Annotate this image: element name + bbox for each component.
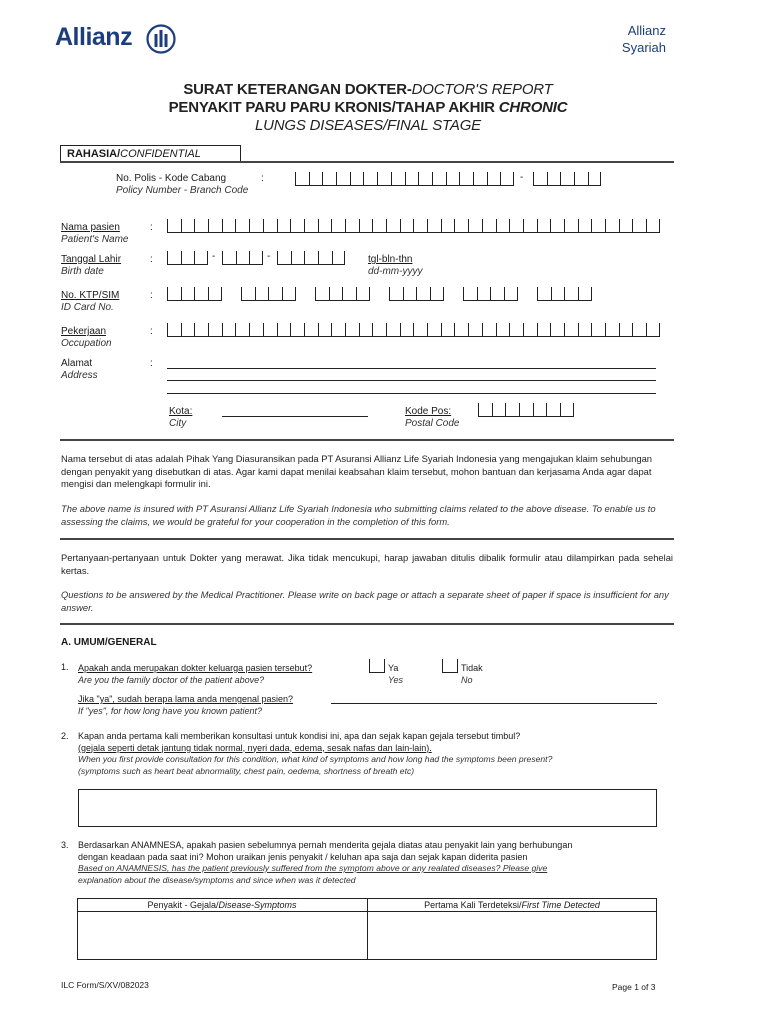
q2-answer-box[interactable] <box>78 789 657 827</box>
title-line2-bold: PENYAKIT PARU PARU KRONIS/TAHAP AKHIR <box>168 99 499 116</box>
yes-label <box>388 662 403 686</box>
ktp-group-2[interactable] <box>241 287 296 301</box>
job-label-text: Pekerjaan <box>61 326 107 337</box>
ktp-label-sub: ID Card No. <box>61 302 114 313</box>
city-label-sub: City <box>169 418 187 429</box>
name-colon: : <box>150 222 153 233</box>
postal-code-field[interactable] <box>478 403 574 417</box>
ktp-group-4[interactable] <box>389 287 444 301</box>
q1-text <box>78 662 312 686</box>
ktp-group-1[interactable] <box>167 287 222 301</box>
brand-logo-text: Allianz <box>55 23 133 51</box>
policy-label <box>116 173 248 197</box>
policy-number-field[interactable] <box>295 172 514 186</box>
rule-4 <box>60 623 674 625</box>
instructions-en: Questions to be answered by the Medical Practitioner. Please write on back page or attach a separate sheet of paper if space is insufficient for any answer. <box>61 589 669 613</box>
instructions-id: Pertanyaan-pertanyaan untuk Dokter yang merawat. Jika tidak mencukupi, harap jawaban ditulis dibalik formulir atau dilampirkan pada sehelai kertas. <box>61 552 673 576</box>
dob-day-field[interactable] <box>167 251 208 265</box>
ktp-group-5[interactable] <box>463 287 518 301</box>
q1b-answer-line[interactable] <box>331 703 657 704</box>
address-line-1[interactable] <box>167 368 656 369</box>
yes-label-id: Ya <box>388 663 399 673</box>
q2-text <box>78 731 668 777</box>
q3-number: 3. <box>61 840 69 850</box>
q1b-text <box>78 693 293 717</box>
dob-colon: : <box>150 254 153 265</box>
yes-checkbox[interactable] <box>369 659 385 676</box>
intro-en: The above name is insured with PT Asuransi Allianz Life Syariah Indonesia who submitting claims related to the above disease. To enable us to assessing the claims, we would be grateful for your cooperation in the completion of this form. <box>61 503 656 527</box>
q2-number: 2. <box>61 731 69 741</box>
dob-format-sub: dd-mm-yyyy <box>368 266 423 277</box>
col-disease-header <box>77 900 367 910</box>
dob-label-sub: Birth date <box>61 266 104 277</box>
q1b-en: If "yes", for how long have you known patient? <box>78 706 262 716</box>
name-label-sub: Patient's Name <box>61 234 129 245</box>
dob-format <box>368 254 422 278</box>
q2-id: Kapan anda pertama kali memberikan konsultasi untuk kondisi ini, apa dan sejak kapan gejala tersebut timbul? <box>78 731 521 741</box>
brand-right-line2: Syariah <box>621 40 666 55</box>
dob-dash-2: - <box>267 251 271 262</box>
no-label <box>461 662 483 686</box>
confidential-box <box>60 145 241 162</box>
address-colon: : <box>150 358 153 369</box>
city-field[interactable] <box>222 416 368 417</box>
address-line-2[interactable] <box>167 380 656 381</box>
job-label-sub: Occupation <box>61 338 112 349</box>
ktp-colon: : <box>150 290 153 301</box>
confidential-bold: RAHASIA/ <box>67 148 121 160</box>
q2-en2: (symptoms such as heart beat abnormality, chest pain, oedema, shortness of breath etc) <box>78 765 415 776</box>
intro-id: Nama tersebut di atas adalah Pihak Yang Diasuransikan pada PT Asuransi Allianz Life Syariah Indonesia yang mengajukan klaim sehubungan dengan penyakit yang disebutkan di atas. Agar kami dapat menilai keabsahan klaim tersebut, mohon bantuan dan kerjasama Anda agar dapat mengisi dan melengkapi formulir ini. <box>61 453 652 489</box>
col-detected-id: Pertama Kali Terdeteksi/ <box>424 900 522 910</box>
address-label <box>61 358 98 382</box>
postal-label-text: Kode Pos: <box>405 406 452 417</box>
q2-en: When you first provide consultation for this condition, what kind of symptoms and how long had the symptoms been present? <box>78 754 553 764</box>
q3-en2: explanation about the disease/symptoms and since when was it detected <box>78 874 356 885</box>
dob-year-field[interactable] <box>277 251 345 265</box>
postal-label-sub: Postal Code <box>405 418 460 429</box>
city-label-text: Kota: <box>169 406 193 417</box>
city-label <box>169 406 192 430</box>
policy-dash: - <box>520 172 524 183</box>
dob-label <box>61 254 121 278</box>
rule-3 <box>60 538 674 540</box>
col-detected-header <box>367 900 657 910</box>
branch-code-field[interactable] <box>533 172 601 186</box>
allianz-eagle-icon <box>146 24 176 54</box>
confidential-italic: CONFIDENTIAL <box>120 148 201 160</box>
col-detected-en: First Time Detected <box>521 900 600 910</box>
detected-cell[interactable] <box>368 912 656 959</box>
job-label <box>61 326 112 350</box>
dob-dash-1: - <box>212 251 216 262</box>
address-label-text: Alamat <box>61 358 93 369</box>
brand-right-line1: Allianz <box>627 23 666 38</box>
yes-label-en: Yes <box>388 675 404 685</box>
occupation-field[interactable] <box>167 323 660 337</box>
no-label-en: No <box>461 675 473 685</box>
dob-label-text: Tanggal Lahir <box>61 254 122 265</box>
q3-en: Based on ANAMNESIS, has the patient previously suffered from the symptom above or any realated diseases? Please give <box>78 863 548 873</box>
title-line1 <box>48 81 688 98</box>
title-line3: LUNGS DISEASES/FINAL STAGE <box>255 117 481 134</box>
no-label-id: Tidak <box>461 663 483 673</box>
policy-colon: : <box>261 173 264 184</box>
col-disease-id: Penyakit - Gejala/ <box>147 900 219 910</box>
form-code: ILC Form/S/XV/082023 <box>61 980 149 990</box>
policy-label-sub: Policy Number - Branch Code <box>116 185 249 196</box>
ktp-group-6[interactable] <box>537 287 592 301</box>
top-rule <box>60 161 674 163</box>
section-a-heading: A. UMUM/GENERAL <box>61 637 157 648</box>
q3-id2: dengan keadaan pada saat ini? Mohon uraikan jenis penyakit / keluhan apa saja dan sejak kapan diderita pasien <box>78 851 528 862</box>
brand-right <box>622 22 666 56</box>
q3-text <box>78 840 668 886</box>
address-label-sub: Address <box>61 370 98 381</box>
q2-id2: (gejala seperti detak jantung tidak normal, nyeri dada, edema, sesak nafas dan lain-lain). <box>78 742 432 753</box>
col-disease-en: Disease-Symptoms <box>218 900 297 910</box>
postal-label <box>405 406 459 430</box>
q1-id: Apakah anda merupakan dokter keluarga pasien tersebut? <box>78 663 313 673</box>
dob-month-field[interactable] <box>222 251 263 265</box>
no-checkbox[interactable] <box>442 659 458 676</box>
patient-name-field[interactable] <box>167 219 660 233</box>
page-number: Page 1 of 3 <box>612 982 656 992</box>
disease-cell[interactable] <box>78 912 366 959</box>
q3-id: Berdasarkan ANAMNESA, apakah pasien sebelumnya pernah menderita gejala diatas atau penyakit lain yang berhubungan <box>78 840 573 850</box>
q1b-id: Jika "ya", sudah berapa lama anda mengenal pasien? <box>78 694 294 704</box>
job-colon: : <box>150 326 153 337</box>
rule-2 <box>60 439 674 441</box>
ktp-label <box>61 290 119 314</box>
title-line1-bold: SURAT KETERANGAN DOKTER- <box>183 81 412 98</box>
q1-number: 1. <box>61 662 69 672</box>
address-line-3[interactable] <box>167 393 656 394</box>
ktp-group-3[interactable] <box>315 287 370 301</box>
name-label <box>61 222 129 246</box>
dob-format-text: tgl-bln-thn <box>368 254 413 265</box>
title-line2-italic: CHRONIC <box>498 99 568 116</box>
policy-label-text: No. Polis - Kode Cabang <box>116 173 227 184</box>
title-line2 <box>48 99 688 116</box>
name-label-text: Nama pasien <box>61 222 120 233</box>
title-line1-italic: DOCTOR'S REPORT <box>411 81 553 98</box>
ktp-label-text: No. KTP/SIM <box>61 290 120 301</box>
q1-en: Are you the family doctor of the patient above? <box>78 675 265 685</box>
